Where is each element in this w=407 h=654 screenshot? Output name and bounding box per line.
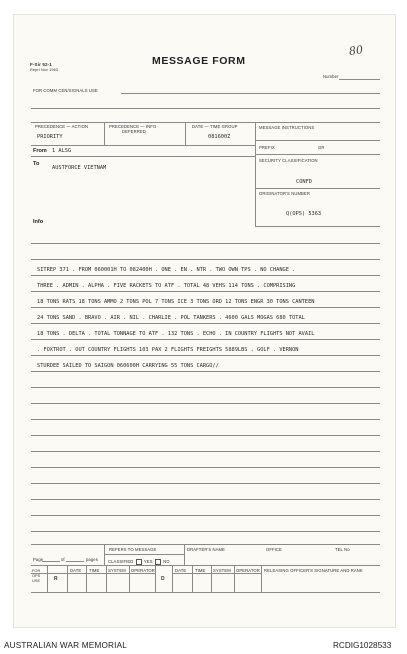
d-time-header: TIME [195, 568, 206, 573]
yes-label: YES [143, 559, 153, 565]
from-value: 1 ALSG [52, 148, 72, 154]
office-label: OFFICE [266, 547, 282, 552]
ruled-line [31, 259, 380, 260]
tel-no-label: TEL No [335, 547, 350, 552]
ruled-line [31, 243, 380, 244]
ruled-line [31, 355, 380, 356]
message-form-page [13, 14, 396, 628]
received-r-label: R [54, 576, 58, 582]
message-line-5: 18 TONS . DELTA . TOTAL TONNAGE TO ATF . 132 TONS . ECHO . IN COUNTRY FLIGHTS NOT AVAIL [37, 331, 315, 337]
ruled-line [31, 403, 380, 404]
ruled-line [31, 387, 380, 388]
originators-number-label: ORIGINATOR'S NUMBER [259, 191, 310, 196]
ruled-line [31, 531, 380, 532]
date-time-group-label: DATE — TIME GROUP [192, 124, 238, 129]
r-operator-header: OPERATOR [131, 568, 155, 573]
credit-right: RCDIG1028533 [333, 641, 392, 650]
precedence-action-label: PRECEDENCE — ACTION [35, 124, 89, 129]
ruled-line [31, 499, 380, 500]
form-code: F-Sir 52-1 [30, 62, 52, 67]
message-line-3: 18 TONS RATS 18 TONS AMMO 2 TONS POL 7 TONS ICE 3 TONS ORD 12 TONS ENGR 30 TONS CANTEEN [37, 299, 315, 305]
form-date: Reprt Nov 1963 [30, 68, 58, 72]
originators-number-value: Q(OPS) 5363 [286, 211, 322, 217]
ruled-line [31, 451, 380, 452]
message-line-4: 24 TONS SAND . BRAVO . AIR . NIL . CHARLIE . POL TANKERS . 4600 GALS MOGAS 680 TOTAL [37, 315, 305, 321]
releasing-officer-label: RELEASING OFFICER'S SIGNATURE AND RANK [264, 568, 363, 573]
of-label: of [61, 557, 65, 562]
d-system-header: SYSTEM [213, 568, 231, 573]
r-date-header: DATE [70, 568, 82, 573]
ruled-line [31, 515, 380, 516]
message-line-2: THREE . ADMIN . ALPHA . FIVE RACKETS TO ATF . TOTAL 48 VEHS 114 TONS . COMPRISING [37, 283, 296, 289]
credit-left: AUSTRALIAN WAR MEMORIAL [4, 641, 128, 650]
ruled-line [31, 435, 380, 436]
ruled-line [31, 467, 380, 468]
security-classification-value: CONFD [296, 179, 312, 185]
handwritten-number: 80 [348, 43, 364, 58]
precedence-action-value: PRIORITY [37, 134, 63, 140]
ruled-line [31, 291, 380, 292]
form-title: MESSAGE FORM [152, 55, 246, 67]
ruled-line [31, 483, 380, 484]
no-label: NO [163, 559, 170, 565]
r-system-header: SYSTEM [108, 568, 126, 573]
date-time-group-value: 081600Z [208, 134, 231, 140]
ruled-line [31, 307, 380, 308]
d-date-header: DATE [175, 568, 187, 573]
precedence-info-sub: DEFERRED [122, 129, 146, 134]
page-label: Page [33, 557, 44, 562]
dispatched-d-label: D [161, 576, 165, 582]
d-operator-header: OPERATOR [236, 568, 260, 573]
from-label: From [33, 148, 47, 154]
prefix-label: PREFIX [259, 145, 275, 150]
pages-label: pages [86, 557, 98, 562]
gr-label: GR [318, 145, 325, 150]
number-label: Number [323, 74, 339, 79]
precedence-info-label: PRECEDENCE — INFO [109, 124, 157, 129]
to-label: To [33, 161, 40, 167]
ruled-line [31, 275, 380, 276]
ruled-line [31, 419, 380, 420]
drafters-name-label: DRAFTER'S NAME [187, 547, 226, 552]
ruled-line [31, 339, 380, 340]
ruled-line [31, 323, 380, 324]
refers-to-message-label: REFERS TO MESSAGE [109, 547, 157, 552]
r-time-header: TIME [89, 568, 100, 573]
security-classification-label: SECURITY CLASSIFICATION [259, 158, 318, 163]
message-instructions-label: MESSAGE INSTRUCTIONS [259, 125, 315, 130]
message-line-6: . FOXTROT . OUT COUNTRY FLIGHTS 103 PAX 2 FLIGHTS FREIGHTS 5889LBS . GOLF . VERNON [37, 347, 299, 353]
classified-label: CLASSIFIED [108, 559, 134, 565]
info-label: Info [33, 219, 44, 225]
for-ops-use-label: FOR OPS USE [32, 569, 41, 583]
comm-cen-label: FOR COMM CEN/SIGNALS USE [33, 88, 98, 93]
to-value: AUSTFORCE VIETNAM [52, 165, 107, 171]
message-line-7: STURDEE SAILED TO SAIGON 060600H CARRYING 55 TONS CARGO// [37, 363, 219, 369]
ruled-line [31, 371, 380, 372]
message-line-1: SITREP 371 . FROM 060001H TO 082400H . ONE . EN . NTR . TWO OWN TPS . NO CHANGE . [37, 267, 296, 273]
